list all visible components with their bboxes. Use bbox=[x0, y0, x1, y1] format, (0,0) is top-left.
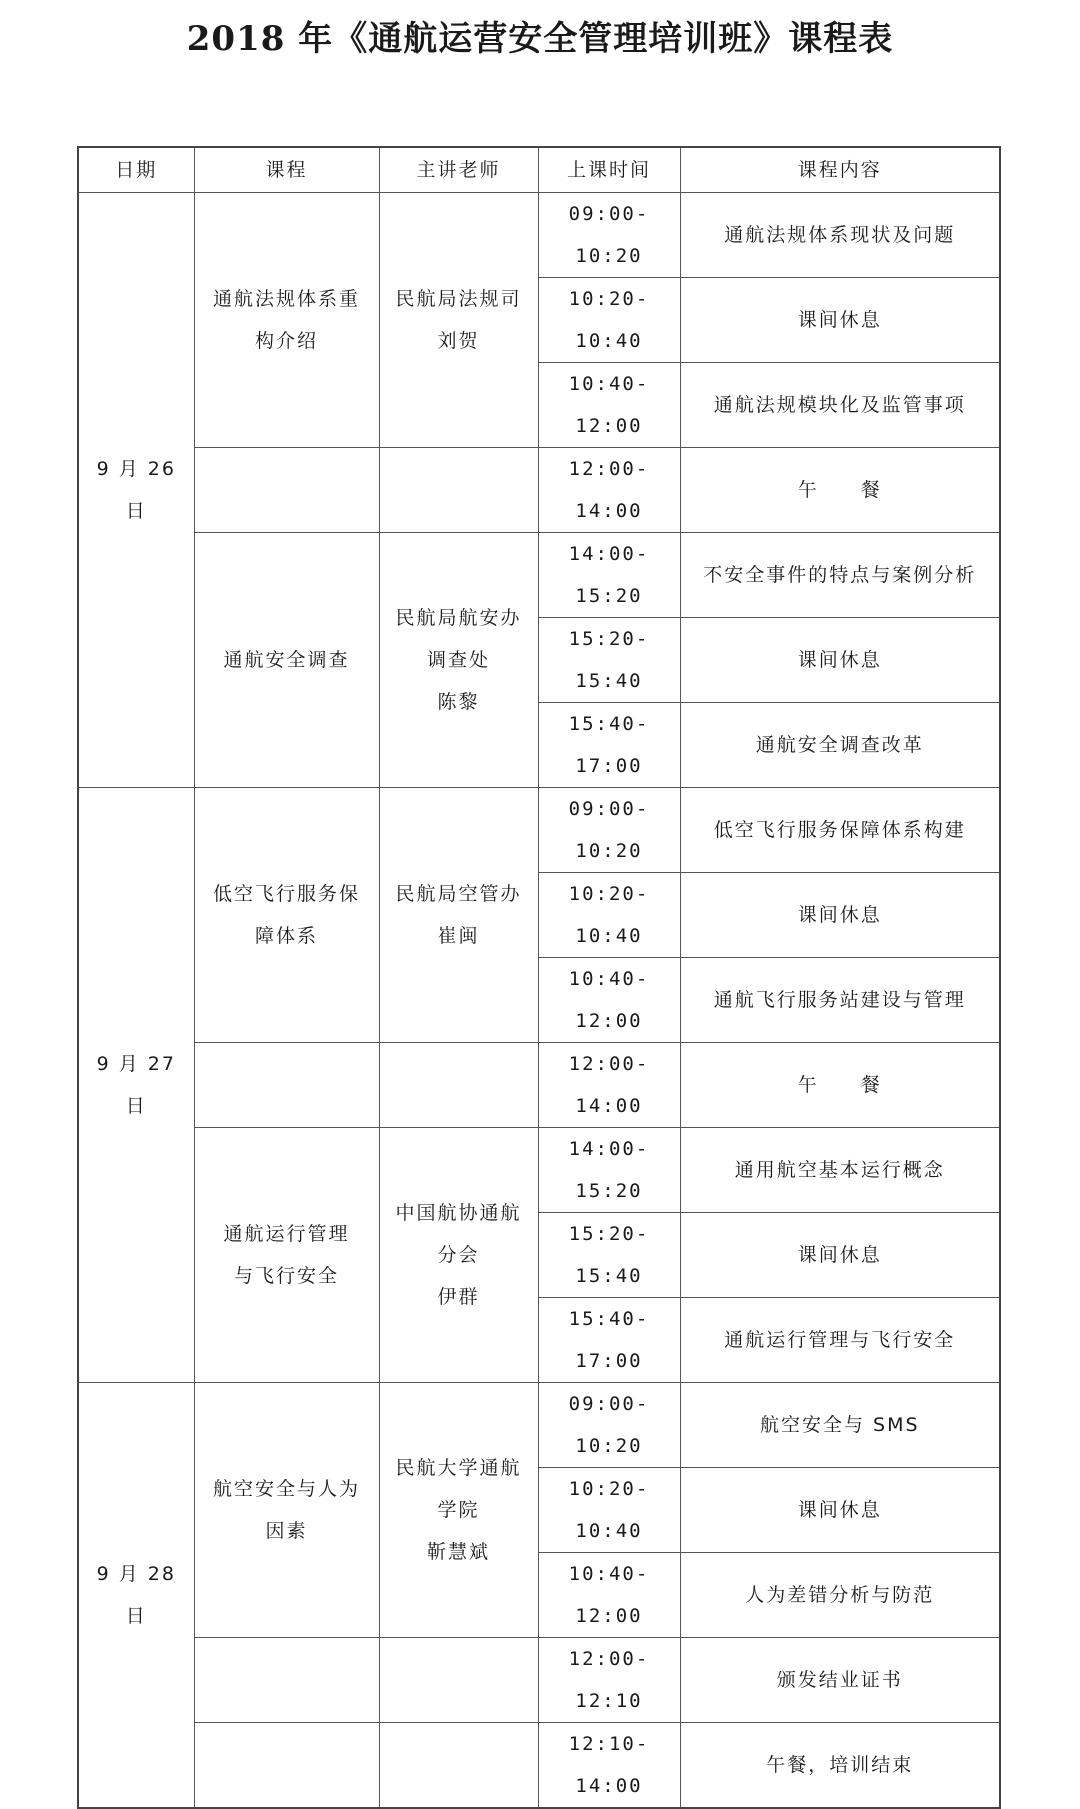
lecturer-cell-line: 刘贺 bbox=[437, 329, 480, 352]
page-title: 2018 年《通航运营安全管理培训班》课程表 bbox=[186, 19, 894, 59]
course-cell bbox=[194, 1637, 379, 1722]
table-row bbox=[78, 447, 1000, 532]
lecturer-cell-line: 分会 bbox=[437, 1243, 480, 1266]
date-cell: 9 月 26 日 bbox=[78, 192, 194, 787]
content-cell: 午餐，培训结束 bbox=[680, 1722, 1000, 1808]
lecturer-cell bbox=[379, 1042, 538, 1127]
lecturer-cell bbox=[379, 447, 538, 532]
schedule-body bbox=[78, 192, 1000, 1808]
content-cell: 航空安全与 SMS bbox=[680, 1382, 1000, 1467]
table-row bbox=[78, 787, 1000, 872]
table-row bbox=[78, 1722, 1000, 1808]
lecturer-cell-line: 靳慧斌 bbox=[426, 1540, 490, 1563]
time-cell: 10:20-10:40 bbox=[538, 872, 680, 957]
header-date: 日期 bbox=[78, 147, 194, 192]
time-cell: 10:20-10:40 bbox=[538, 1467, 680, 1552]
time-cell: 15:20-15:40 bbox=[538, 1212, 680, 1297]
course-cell bbox=[194, 192, 379, 447]
lecturer-cell bbox=[379, 1127, 538, 1382]
content-cell: 通航安全调查改革 bbox=[680, 702, 1000, 787]
time-cell: 10:20-10:40 bbox=[538, 277, 680, 362]
course-cell-line: 构介绍 bbox=[254, 329, 318, 352]
content-cell: 人为差错分析与防范 bbox=[680, 1552, 1000, 1637]
header-time: 上课时间 bbox=[538, 147, 680, 192]
course-cell bbox=[194, 1382, 379, 1637]
course-cell-line: 与飞行安全 bbox=[233, 1264, 339, 1287]
time-cell: 15:40-17:00 bbox=[538, 1297, 680, 1382]
content-cell: 不安全事件的特点与案例分析 bbox=[680, 532, 1000, 617]
date-cell: 9 月 28 日 bbox=[78, 1382, 194, 1808]
content-cell: 课间休息 bbox=[680, 1212, 1000, 1297]
content-cell: 通航法规体系现状及问题 bbox=[680, 192, 1000, 277]
course-cell-line: 低空飞行服务保 bbox=[212, 882, 360, 905]
time-cell: 15:40-17:00 bbox=[538, 702, 680, 787]
content-cell: 课间休息 bbox=[680, 277, 1000, 362]
time-cell: 12:10-14:00 bbox=[538, 1722, 680, 1808]
time-cell: 12:00-12:10 bbox=[538, 1637, 680, 1722]
header-row bbox=[78, 147, 1000, 192]
course-cell bbox=[194, 1722, 379, 1808]
date-cell: 9 月 27 日 bbox=[78, 787, 194, 1382]
lecturer-cell-line: 陈黎 bbox=[437, 690, 480, 713]
time-cell: 09:00-10:20 bbox=[538, 192, 680, 277]
time-cell: 15:20-15:40 bbox=[538, 617, 680, 702]
time-cell: 12:00-14:00 bbox=[538, 1042, 680, 1127]
lecturer-cell-line: 崔闽 bbox=[437, 924, 480, 947]
lecturer-cell-line: 学院 bbox=[437, 1498, 480, 1521]
course-cell-line: 通航安全调查 bbox=[223, 648, 350, 671]
time-cell: 09:00-10:20 bbox=[538, 787, 680, 872]
time-cell: 10:40-12:00 bbox=[538, 957, 680, 1042]
lecturer-cell-line: 中国航协通航 bbox=[395, 1201, 522, 1224]
header-course: 课程 bbox=[194, 147, 379, 192]
time-cell: 12:00-14:00 bbox=[538, 447, 680, 532]
lecturer-cell bbox=[379, 1722, 538, 1808]
lecturer-cell bbox=[379, 192, 538, 447]
table-row bbox=[78, 1637, 1000, 1722]
lecturer-cell bbox=[379, 1382, 538, 1637]
course-cell bbox=[194, 532, 379, 787]
course-cell bbox=[194, 1042, 379, 1127]
course-cell bbox=[194, 447, 379, 532]
lecturer-cell-line: 民航大学通航 bbox=[395, 1456, 522, 1479]
content-cell: 通航飞行服务站建设与管理 bbox=[680, 957, 1000, 1042]
table-row bbox=[78, 532, 1000, 617]
table-row bbox=[78, 192, 1000, 277]
lecturer-cell bbox=[379, 1637, 538, 1722]
course-cell bbox=[194, 1127, 379, 1382]
schedule-table bbox=[77, 146, 1001, 1809]
content-cell: 低空飞行服务保障体系构建 bbox=[680, 787, 1000, 872]
course-cell-line: 航空安全与人为 bbox=[212, 1477, 360, 1500]
content-cell: 课间休息 bbox=[680, 617, 1000, 702]
header-content: 课程内容 bbox=[680, 147, 1000, 192]
lecturer-cell-line: 民航局法规司 bbox=[395, 287, 522, 310]
table-row bbox=[78, 1127, 1000, 1212]
content-cell: 通用航空基本运行概念 bbox=[680, 1127, 1000, 1212]
time-cell: 09:00-10:20 bbox=[538, 1382, 680, 1467]
content-cell: 午 餐 bbox=[680, 447, 1000, 532]
lecturer-cell-line: 民航局航安办 bbox=[395, 606, 522, 629]
course-cell-line: 因素 bbox=[265, 1519, 308, 1542]
time-cell: 14:00-15:20 bbox=[538, 1127, 680, 1212]
lecturer-cell bbox=[379, 532, 538, 787]
content-cell: 课间休息 bbox=[680, 1467, 1000, 1552]
content-cell: 通航运行管理与飞行安全 bbox=[680, 1297, 1000, 1382]
time-cell: 14:00-15:20 bbox=[538, 532, 680, 617]
course-cell bbox=[194, 787, 379, 1042]
lecturer-cell bbox=[379, 787, 538, 1042]
lecturer-cell-line: 伊群 bbox=[437, 1285, 480, 1308]
table-row bbox=[78, 1042, 1000, 1127]
content-cell: 通航法规模块化及监管事项 bbox=[680, 362, 1000, 447]
table-row bbox=[78, 1382, 1000, 1467]
content-cell: 课间休息 bbox=[680, 872, 1000, 957]
header-lecturer: 主讲老师 bbox=[379, 147, 538, 192]
lecturer-cell-line: 调查处 bbox=[426, 648, 490, 671]
time-cell: 10:40-12:00 bbox=[538, 362, 680, 447]
course-cell-line: 障体系 bbox=[254, 924, 318, 947]
lecturer-cell-line: 民航局空管办 bbox=[395, 882, 522, 905]
course-cell-line: 通航运行管理 bbox=[223, 1222, 350, 1245]
time-cell: 10:40-12:00 bbox=[538, 1552, 680, 1637]
content-cell: 午 餐 bbox=[680, 1042, 1000, 1127]
content-cell: 颁发结业证书 bbox=[680, 1637, 1000, 1722]
course-cell-line: 通航法规体系重 bbox=[212, 287, 360, 310]
